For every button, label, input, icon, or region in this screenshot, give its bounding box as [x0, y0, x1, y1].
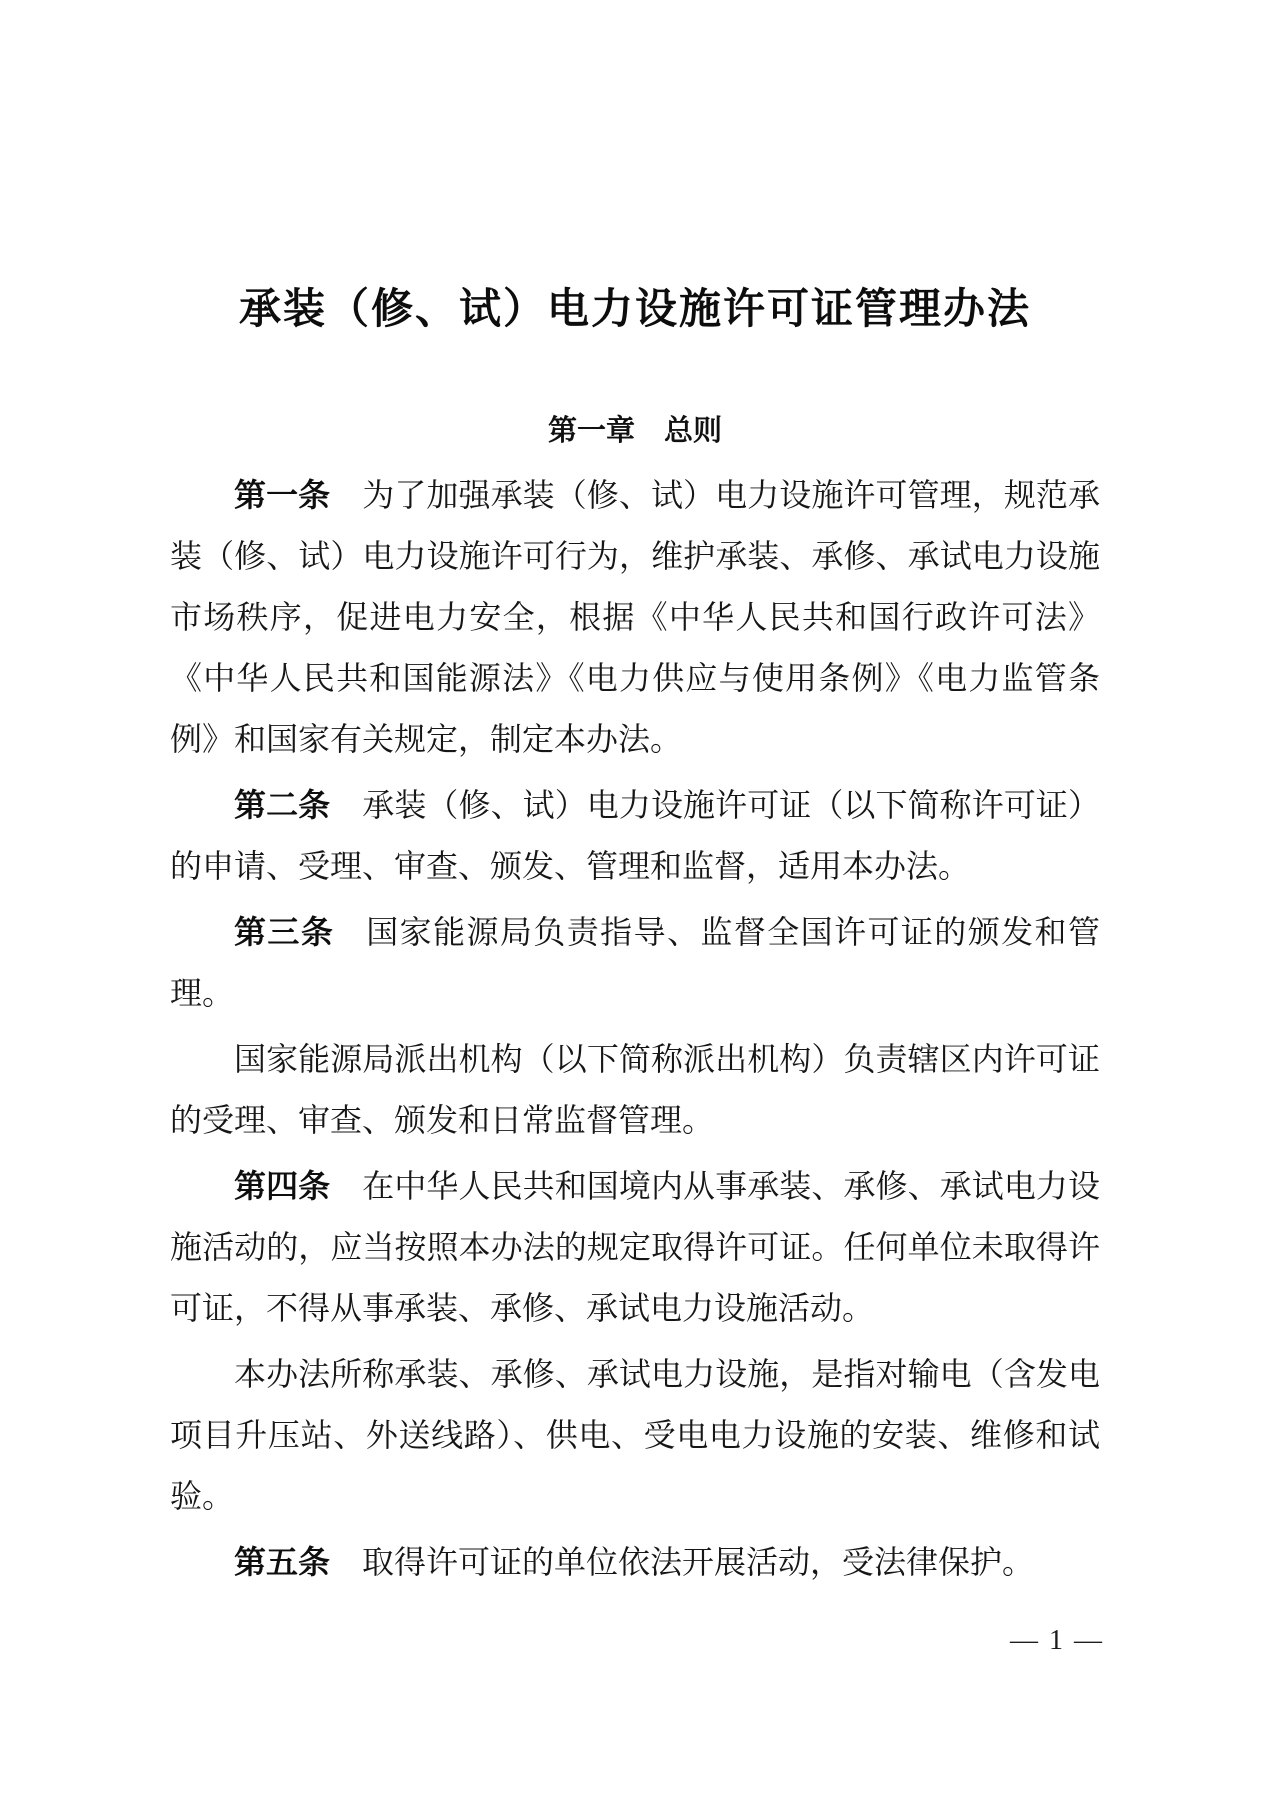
- chapter-heading: [170, 414, 1100, 449]
- paragraph: [170, 902, 1100, 1024]
- paragraph-text: 取得许可证的单位依法开展活动，受法律保护。: [362, 1544, 1035, 1580]
- page-number: — 1 —: [1010, 1625, 1104, 1656]
- paragraph-text: 承装（修、试）电力设施许可证（以下简称许可证）的申请、受理、审查、颁发、管理和监督，适用本办法。: [170, 787, 1100, 884]
- article-label: 第二条: [234, 787, 331, 823]
- chapter-number: 第一章: [547, 415, 635, 447]
- paragraph: [170, 1029, 1100, 1151]
- paragraph-text: 国家能源局负责指导、监督全国许可证的颁发和管理。: [170, 914, 1100, 1011]
- paragraph-text: 在中华人民共和国境内从事承装、承修、承试电力设施活动的，应当按照本办法的规定取得许可证。任何单位未取得许可证，不得从事承装、承修、承试电力设施活动。: [170, 1168, 1100, 1326]
- paragraph: [170, 1532, 1100, 1593]
- paragraph: [170, 775, 1100, 897]
- paragraph: [170, 1344, 1100, 1527]
- document-body: [170, 465, 1100, 1593]
- paragraph-text: 本办法所称承装、承修、承试电力设施，是指对输电（含发电项目升压站、外送线路）、供电、受电电力设施的安装、维修和试验。: [170, 1356, 1100, 1514]
- article-label: 第一条: [234, 477, 331, 513]
- paragraph: [170, 465, 1100, 770]
- paragraph-text: 国家能源局派出机构（以下简称派出机构）负责辖区内许可证的受理、审查、颁发和日常监督管理。: [170, 1041, 1100, 1138]
- paragraph-text: 为了加强承装（修、试）电力设施许可管理，规范承装（修、试）电力设施许可行为，维护承装、承修、承试电力设施市场秩序，促进电力安全，根据《中华人民共和国行政许可法》《中华人民共和国能源法》《电力供应与使用条例》《电力监管条例》和国家有关规定，制定本办法。: [170, 477, 1100, 757]
- document-title: 承装（修、试）电力设施许可证管理办法: [238, 287, 1031, 333]
- article-label: 第四条: [234, 1168, 331, 1204]
- chapter-title: 总则: [664, 415, 723, 447]
- article-label: 第五条: [234, 1544, 331, 1580]
- paragraph: [170, 1156, 1100, 1339]
- article-label: 第三条: [234, 914, 335, 950]
